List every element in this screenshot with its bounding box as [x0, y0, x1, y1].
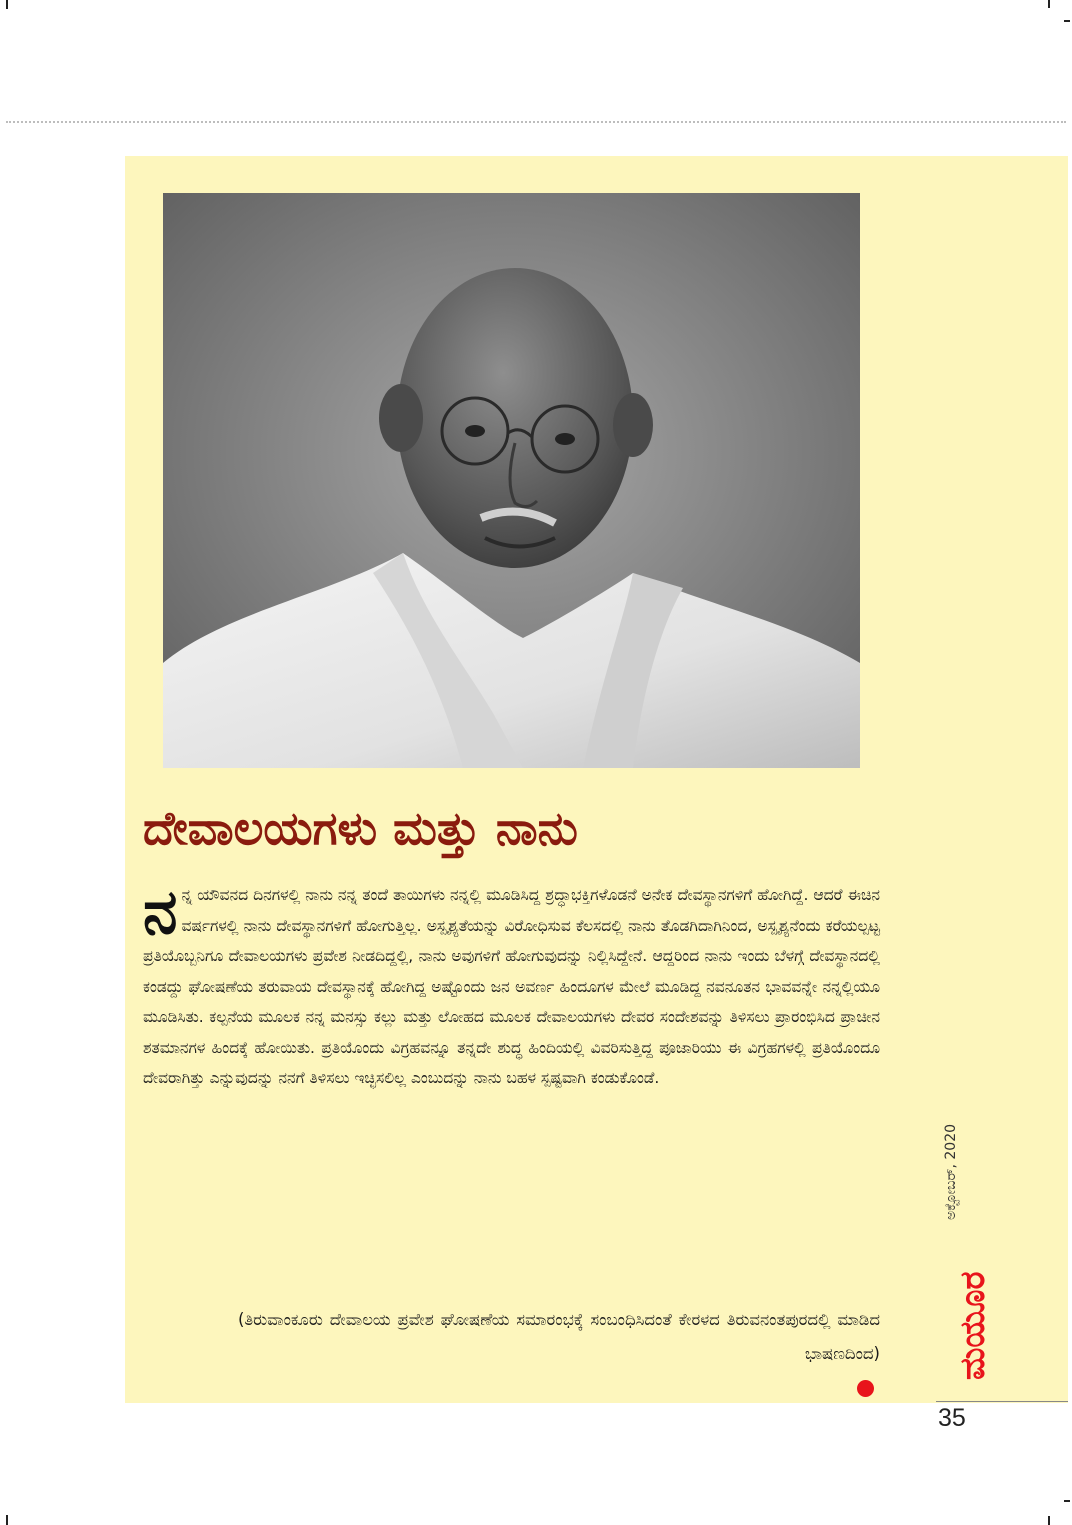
article-title: ದೇವಾಲಯಗಳು ಮತ್ತು ನಾನು: [143, 801, 578, 855]
crop-mark-top-left: [6, 0, 8, 9]
end-of-article-dot: [857, 1380, 874, 1397]
magazine-masthead: ಮಯೂರ: [953, 1271, 993, 1380]
crop-mark-bottom-left: [6, 1515, 8, 1525]
sidebar-folio: [918, 1080, 993, 1380]
speech-source-note: (ತಿರುವಾಂಕೂರು ದೇವಾಲಯ ಪ್ರವೇಶ ಘೋಷಣೆಯ ಸಮಾರಂಭಕ್ಕೆ ಸಂಬಂಧಿಸಿದಂತೆ ಕೇರಳದ ತಿರುವನಂತಪುರದಲ್ಲಿ ಮಾಡಿದ ಭಾಷಣದಿಂದ): [238, 1310, 880, 1363]
page-number: 35: [938, 1404, 966, 1432]
drop-cap: ನ: [143, 875, 178, 948]
article-body-text: ನ್ನ ಯೌವನದ ದಿನಗಳಲ್ಲಿ ನಾನು ನನ್ನ ತಂದೆ ತಾಯಿಗಳು ನನ್ನಲ್ಲಿ ಮೂಡಿಸಿದ್ದ ಶ್ರದ್ಧಾಭಕ್ತಿಗಳೊಡನೆ ಅನೇಕ ದೇವಸ್ಥಾನಗಳಿಗೆ ಹೋಗಿದ್ದೆ. ಆದರೆ ಈಚಿನ ವರ್ಷಗಳಲ್ಲಿ ನಾನು ದೇವಸ್ಥಾನಗಳಿಗೆ ಹೋಗುತ್ತಿಲ್ಲ. ಅಸ್ಪೃಶ್ಯತೆಯನ್ನು ವಿರೋಧಿಸುವ ಕೆಲಸದಲ್ಲಿ ನಾನು ತೊಡಗಿದಾಗಿನಿಂದ, ಅಸ್ಪೃಶ್ಯನೆಂದು ಕರೆಯಲ್ಪಟ್ಟ ಪ್ರತಿಯೊಬ್ಬನಿಗೂ ದೇವಾಲಯಗಳು ಪ್ರವೇಶ ನೀಡದಿದ್ದಲ್ಲಿ, ನಾನು ಅವುಗಳಿಗೆ ಹೋಗುವುದನ್ನು ನಿಲ್ಲಿಸಿದ್ದೇನೆ. ಆದ್ದರಿಂದ ನಾನು ಇಂದು ಬೆಳಗ್ಗೆ ದೇವಸ್ಥಾನದಲ್ಲಿ ಕಂಡದ್ದು ಘೋಷಣೆಯ ತರುವಾಯ ದೇವಸ್ಥಾನಕ್ಕೆ ಹೋಗಿದ್ದ ಅಷ್ಟೊಂದು ಜನ ಅವರ್ಣ ಹಿಂದೂಗಳ ಮೇಲೆ ಮೂಡಿದ್ದ ನವನೂತನ ಭಾವವನ್ನೇ ನನ್ನಲ್ಲಿಯೂ ಮೂಡಿಸಿತು. ಕಲ್ಪನೆಯ ಮೂಲಕ ನನ್ನ ಮನಸ್ಸು ಕಲ್ಲು ಮತ್ತು ಲೋಹದ ಮೂಲಕ ದೇವಾಲಯಗಳು ದೇವರ ಸಂದೇಶವನ್ನು ತಿಳಿಸಲು ಪ್ರಾರಂಭಿಸಿದ ಪ್ರಾಚೀನ ಶತಮಾನಗಳ ಹಿಂದಕ್ಕೆ ಹೋಯಿತು. ಪ್ರತಿಯೊಂದು ವಿಗ್ರಹವನ್ನೂ ತನ್ನದೇ ಶುದ್ಧ ಹಿಂದಿಯಲ್ಲಿ ವಿವರಿಸುತ್ತಿದ್ದ ಪೂಜಾರಿಯು ಈ ವಿಗ್ರಹಗಳಲ್ಲಿ ಪ್ರತಿಯೊಂದೂ ದೇವರಾಗಿತ್ತು ಎನ್ನುವುದನ್ನು ನನಗೆ ತಿಳಿಸಲು ಇಚ್ಛಿಸಲಿಲ್ಲ ಎಂಬುದನ್ನು ನಾನು ಬಹಳ ಸ್ಪಷ್ಟವಾಗಿ ಕಂಡುಕೊಂಡೆ.: [143, 886, 880, 1087]
issue-date: ಅಕ್ಟೋಬರ್, 2020: [943, 1123, 959, 1220]
crop-mark-right-bottom: [1064, 1500, 1070, 1502]
page-number-rule: [936, 1401, 1068, 1402]
crop-mark-top-right: [1048, 0, 1050, 8]
header-dotted-rule: [6, 121, 1066, 123]
crop-mark-right-top: [1064, 20, 1070, 22]
crop-mark-bottom-right: [1048, 1516, 1050, 1525]
article-body: [143, 875, 880, 1094]
portrait-photo: [163, 193, 860, 768]
